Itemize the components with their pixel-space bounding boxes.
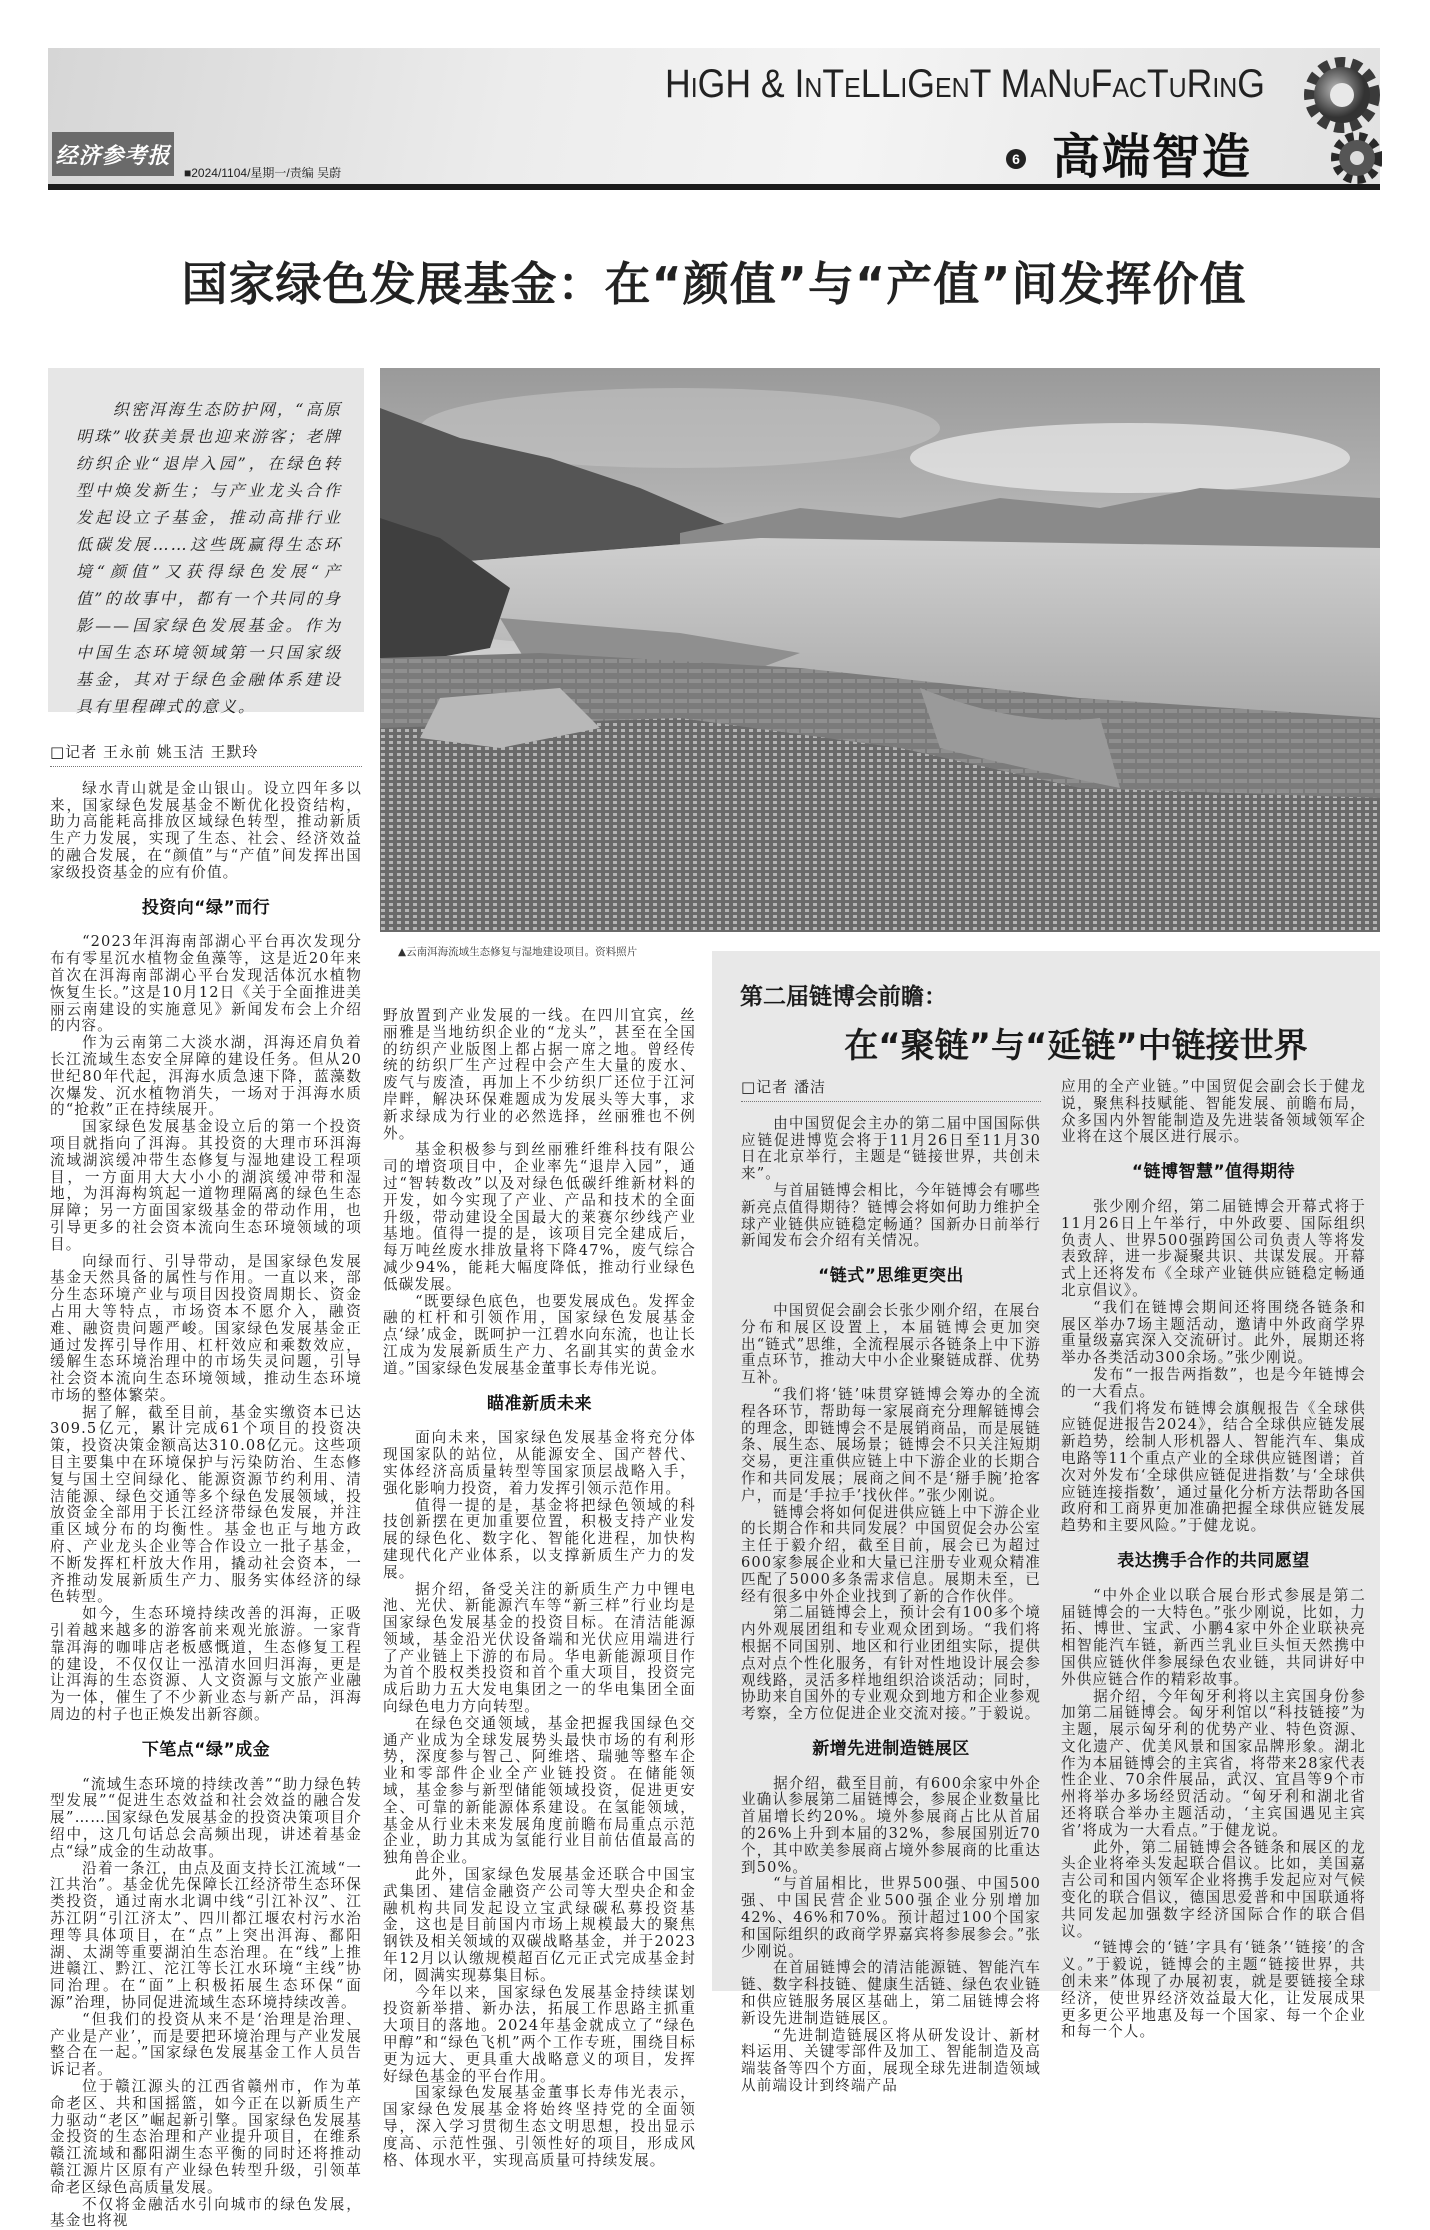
intro-summary: 织密洱海生态防护网，“高原明珠”收获美景也迎来游客；老牌纺织企业“退岸入园”，在绿色转型中焕发新生；与产业龙头合作发起设立子基金，推动高排行业低碳发展……这些既赢得生态环境“颜值”又获得绿色发展“产值”的故事中，都有一个共同的身影——国家绿色发展基金。作为中国生态环境领域第一只国家级基金，其对于绿色金融体系建设具有里程碑式的意义。 xyxy=(48,368,364,712)
article2-column-2 xyxy=(1061,1079,1366,2041)
paragraph: 据了解，截至目前，基金实缴资本已达309.5亿元，累计完成61个项目的投资决策，投资决策金额高达310.08亿元。这些项目主要集中在环境保护与污染防治、生态修复与国土空间绿化、能源资源节约利用、清洁能源、绿色交通等多个绿色发展领域，投放资金全部用于长江经济带绿色发展，并注重区域分布的均衡性。基金也正与地方政府、产业龙头企业等合作设立一批子基金，不断发挥杠杆放大作用，撬动社会资本，一齐推动发展新质生产力、服务实体经济的绿色转型。 xyxy=(50,1403,362,1606)
section-subheading: 新增先进制造链展区 xyxy=(812,1738,970,1759)
paragraph: 中国贸促会副会长张少刚介绍，在展台分布和展区设置上，本届链博会更加突出“链式”思维，全流程展示各链条上中下游重点环节，推动大中小企业聚链成群、优势互补。 xyxy=(741,1301,1041,1387)
section-english-title: HiGH & InTeLLiGenT MaNuFacTuRinG xyxy=(665,62,1265,106)
section-subheading: 表达携手合作的共同愿望 xyxy=(1117,1550,1310,1571)
paragraph: 基金积极参与到丝丽雅纤维科技有限公司的增资项目中，企业率先“退岸入园”，通过“智转数改”以及对绿色低碳纤维新材料的开发，如今实现了产业、产品和技术的全面升级，带动建设全国最大的莱赛尔纱线产业基地。值得一提的是，该项目完全建成后，每万吨丝废水排放量将下降47%，废气综合减少94%，能耗大幅度降低，推动行业绿色低碳发展。 xyxy=(383,1141,696,1293)
paragraph: 沿着一条江，由点及面支持长江流域“一江共治”。基金优先保障长江经济带生态环保类投资，通过南水北调中线“引江补汉”、江苏江阴“引江济太”、四川都江堰农村污水治理等具体项目，在“点”上突出洱海、鄱阳湖、太湖等重要湖泊生态治理。在“线”上推进赣江、黔江、沱江等长江水环境“主线”协同治理。在“面”上积极拓展生态环保“面源”治理，协同促进流域生态环境持续改善。 xyxy=(50,1859,362,2011)
gear-icon xyxy=(1282,50,1382,185)
paragraph: “2023年洱海南部湖心平台再次发现分布有零星沉水植物金鱼藻等，这是近20年来首次在洱海南部湖心平台发现活体沉水植物恢复生长。”这是10月12日《关于全面推进美丽云南建设的实施意见》新闻发布会上介绍的内容。 xyxy=(50,933,362,1035)
section-english-title-area xyxy=(665,62,1265,112)
dateline: ■2024/1104/星期一/责编 吴蔚 xyxy=(184,166,342,180)
paragraph: 此外，第二届链博会各链条和展区的龙头企业将牵头发起联合倡议。比如，美国嘉吉公司和国内领军企业将携手发起应对气候变化的联合倡议，德国思爱普和中国联通将共同发起加强数字经济国际合作的联合倡议。 xyxy=(1061,1838,1366,1940)
paragraph: 如今，生态环境持续改善的洱海，正吸引着越来越多的游客前来观光旅游。一家背靠洱海的咖啡店老板感慨道，生态修复工程的建设，不仅仅让一泓清水回归洱海，更是让洱海的生态资源、人文资源与文旅产业融为一体，催生了不少新业态与新产品，洱海周边的村子也正焕发出新容颜。 xyxy=(50,1605,362,1724)
section-title: 高端智造 xyxy=(1052,129,1253,185)
paragraph: “链博会的‘链’字具有‘链条’‘链接’的含义。”于毅说，链博会的主题“链接世界，共创未来”体现了办展初衷，就是要链接全球经济，使世界经济效益最大化，让发展成果更多更公平地惠及每一个国家、每一个企业和每一个人。 xyxy=(1061,1939,1366,2041)
section-subheading: “链博智慧”值得期待 xyxy=(1131,1162,1296,1183)
page-headline: 国家绿色发展基金：在“颜值”与“产值”间发挥价值 xyxy=(181,257,1247,311)
paragraph: 张少刚介绍，第二届链博会开幕式将于11月26日上午举行，中外政要、国际组织负责人、世界500强跨国公司负责人等将发表致辞，进一步凝聚共识、共谋发展。开幕式上还将发布《全球产业链供应链稳定畅通北京倡议》。 xyxy=(1061,1197,1366,1299)
section-subheading: 下笔点“绿”成金 xyxy=(141,1739,271,1760)
paragraph: 值得一提的是，基金将把绿色领域的科技创新摆在更加重要位置，积极支持产业发展的绿色化、数字化、智能化进程，加快构建现代化产业体系，以支撑新质生产力的发展。 xyxy=(383,1496,696,1581)
erhai-lake-photo xyxy=(380,368,1380,932)
paragraph: “中外企业以联合展台形式参展是第二届链博会的一大特色。”张少刚说，比如，力拓、博世、宝武、小鹏4家中外企业联袂亮相智能汽车链，新西兰乳业巨头恒天然携中国供应链伙伴参展绿色农业链，共同讲好中外供应链合作的精彩故事。 xyxy=(1061,1586,1366,1688)
photo-caption: ▲云南洱海流域生态修复与湿地建设项目。资料照片 xyxy=(398,946,638,958)
paragraph: 作为云南第二大淡水湖，洱海还肩负着长江流域生态安全屏障的建设任务。但从20世纪80年代起，洱海水质急速下降，蓝藻数次爆发、沉水植物消失，一场对于洱海水质的“抢救”正在持续展开。 xyxy=(50,1034,362,1119)
paragraph: 绿水青山就是金山银山。设立四年多以来，国家绿色发展基金不断优化投资结构，助力高能耗高排放区域绿色转型，推动新质生产力发展，实现了生态、社会、经济效益的融合发展，在“颜值”与“产值”间发挥出国家级投资基金的应有价值。 xyxy=(50,779,362,881)
paragraph: “先进制造链展区将从研发设计、新材料运用、关键零部件及加工、智能制造及高端装备等四个方面，展现全球先进制造领域从前端设计到终端产品 xyxy=(741,2026,1041,2095)
newspaper-logo: 经济参考报 xyxy=(52,132,174,176)
article2-byline: □记者 潘洁 xyxy=(741,1079,1041,1102)
paragraph: 据介绍，备受关注的新质生产力中锂电池、光伏、新能源汽车等“新三样”行业均是国家绿色发展基金的投资目标。在清洁能源领域，基金沿光伏设备端和光伏应用端进行了产业链上下游的布局。华电新能源项目作为首个股权类投资和首个重大项目，投资完成后助力五大发电集团之一的华电集团全面向绿色电力方向转型。 xyxy=(383,1580,696,1716)
paragraph: 在首届链博会的清洁能源链、智能汽车链、数字科技链、健康生活链、绿色农业链和供应链服务展区基础上，第二届链博会将新设先进制造链展区。 xyxy=(741,1959,1041,2027)
article2-kicker: 第二届链博会前瞻： xyxy=(740,984,947,1010)
paragraph: 国家绿色发展基金董事长寿伟光表示，国家绿色发展基金将始终坚持党的全面领导，深入学习贯彻生态文明思想，投出显示度高、示范性强、引领性好的项目，形成风格、体现水平，实现高质量可持续发展。 xyxy=(383,2084,696,2169)
paragraph: “与首届相比，世界500强、中国500强、中国民营企业500强企业分别增加42%、46%和70%。预计超过100个国家和国际组织的政商学界嘉宾将参展参会。”张少刚说。 xyxy=(741,1875,1041,1960)
paragraph: 今年以来，国家绿色发展基金持续谋划投资新举措、新办法，拓展工作思路主抓重大项目的落地。2024年基金就成立了“绿色甲醇”和“绿色飞机”两个工作专班，围绕目标更为远大、更具重大战略意义的项目，发挥好绿色基金的平台作用。 xyxy=(383,1983,696,2085)
article1-column-1-body xyxy=(50,781,362,2230)
paragraph: “但我们的投资从来不是‘治理是治理、产业是产业’，而是要把环境治理与产业发展整合在一起。”国家绿色发展基金工作人员告诉记者。 xyxy=(50,2010,362,2079)
paragraph: “我们将发布链博会旗舰报告《全球供应链促进报告2024》，结合全球供应链发展新趋势，绘制人形机器人、智能汽车、集成电路等11个重点产业的全球供应链图谱；首次对外发布‘全球供应链促进指数’与‘全球供应链连接指数’，通过量化分析方法帮助各国政府和工商界更加准确把握全球供应链发展趋势和主要风险。”于健龙说。 xyxy=(1061,1399,1366,1535)
paragraph: 据介绍，截至目前，有600余家中外企业确认参展第二届链博会，参展企业数量比首届增长约20%。境外参展商占比从首届的26%上升到本届的32%，参展国别近70个，其中欧美参展商占境外参展商的比重达到50%。 xyxy=(741,1774,1041,1876)
section-subheading: 投资向“绿”而行 xyxy=(141,897,271,918)
section-subheading: “链式”思维更突出 xyxy=(818,1266,964,1287)
paragraph: 此外，国家绿色发展基金还联合中国宝武集团、建信金融资产公司等大型央企和金融机构共同发起设立宝武绿碳私募投资基金，这也是目前国内市场上规模最大的聚焦钢铁及相关领域的双碳战略基金，并于2023年12月以认缴规模超百亿元正式完成基金封闭，圆满实现募集目标。 xyxy=(383,1866,696,1984)
article1-column-2 xyxy=(383,1008,696,2169)
paragraph: 链博会将如何促进供应链上中下游企业的长期合作和共同发展？中国贸促会办公室主任于毅介绍，截至目前，展会已为超过600家参展企业和大量已注册专业观众精准匹配了5000多条需求信息。展期未至，已经有很多中外企业找到了新的合作伙伴。 xyxy=(741,1503,1041,1605)
paragraph: 据介绍，今年匈牙利将以主宾国身份参加第二届链博会。匈牙利馆以“科技链接”为主题，展示匈牙利的优势产业、特色资源、文化遗产、优美风景和国家品牌形象。湖北作为本届链博会的主宾省，将带来28家代表性企业、70余件展品，武汉、宜昌等9个市州将举办多场经贸活动。“匈牙利和湖北省还将联合举办主题活动，‘主宾国遇见主宾省’将成为一大看点。”于健龙说。 xyxy=(1061,1687,1366,1839)
paragraph: 在绿色交通领域，基金把握我国绿色交通产业成为全球发展势头最快市场的有利形势，深度参与智己、阿维塔、瑞驰等整车企业和零部件企业全产业链投资。在储能领域，基金参与新型储能领域投资，促进更安全、可靠的新能源体系建设。在氢能领域，基金从行业未来发展角度前瞻布局重点示范企业，助力其成为氢能行业目前估值最高的独角兽企业。 xyxy=(383,1714,696,1867)
paragraph: “我们将‘链’味贯穿链博会筹办的全流程各环节，帮助每一家展商充分理解链博会的理念，即链博会不是展销商品，而是展链条、展生态、展场景；链博会不只关注短期交易，更注重供应链上中下游企业的长期合作和共同发展；展商之间不是‘掰手腕’抢客户，而是‘手拉手’找伙伴。”张少刚说。 xyxy=(741,1385,1041,1504)
paragraph: “流域生态环境的持续改善”“助力绿色转型发展”“促进生态效益和社会效益的融合发展”……国家绿色发展基金的投资决策项目介绍中，这几句话总会高频出现，讲述着基金点“绿”成金的生动故事。 xyxy=(50,1775,362,1860)
paragraph: 国家绿色发展基金设立后的第一个投资项目就指向了洱海。其投资的大理市环洱海流域湖滨缓冲带生态修复与湿地建设工程项目，一方面用大大小小的湖滨缓冲带和湿地，为洱海构筑起一道物理隔离的绿色生态屏障；另一方面国家级基金的带动作用，也引导更多的社会资本流向生态环境领域的项目。 xyxy=(50,1118,362,1253)
paragraph: 应用的全产业链。”中国贸促会副会长于健龙说，聚焦科技赋能、智能发展、前瞻布局，众多国内外智能制造及先进装备领域领军企业将在这个展区进行展示。 xyxy=(1061,1078,1366,1146)
paragraph: “既要绿色底色，也要发展成色。发挥金融的杠杆和引领作用，国家绿色发展基金点‘绿’成金，既呵护一江碧水向东流，也让长江成为发展新质生产力、名副其实的黄金水道。”国家绿色发展基金董事长寿伟光说。 xyxy=(383,1292,696,1377)
paragraph: 向绿而行、引导带动，是国家绿色发展基金天然具备的属性与作用。一直以来，部分生态环境产业与项目因投资周期长、资金占用大等特点，市场资本不愿介入，融资难、融资贵问题严峻。国家绿色发展基金正通过发挥引导作用、杠杆效应和乘数效应，缓解生态环境治理中的市场失灵问题，引导社会资本流向生态环境领域，推动生态环境市场的整体繁荣。 xyxy=(50,1252,362,1404)
paragraph: 不仅将金融活水引向城市的绿色发展，基金也将视 xyxy=(50,2195,362,2230)
article2-column-1 xyxy=(741,1079,1041,2095)
article1-byline: □记者 王永前 姚玉洁 王默玲 xyxy=(50,744,362,767)
paragraph: 野放置到产业发展的一线。在四川宜宾，丝丽雅是当地纺织企业的“龙头”，甚至在全国的纺织产业版图上都占据一席之地。曾经传统的纺织厂生产过程中会产生大量的废水、废气与废渣，再加上不少纺织厂还位于江河岸畔，解决环保难题成为发展头等大事，求新求绿成为行业的必然选择，丝丽雅也不例外。 xyxy=(383,1007,696,1142)
paragraph: 第二届链博会上，预计会有100多个境内外观展团组和专业观众团到场。“我们将根据不同国别、地区和行业团组实际，提供点对点个性化服务，有针对性地设计展会参观线路，灵活多样地组织洽谈活动；同时，协助来自国外的专业观众到地方和企业参观考察，全方位促进企业交流对接。”于毅说。 xyxy=(741,1604,1041,1723)
section-subheading: 瞄准新质未来 xyxy=(487,1393,592,1414)
paragraph: “我们在链博会期间还将围绕各链条和展区举办7场主题活动，邀请中外政商学界重量级嘉宾深入交流研讨。此外，展期还将举办各类活动300余场。”张少刚说。 xyxy=(1061,1298,1366,1367)
article2-title: 在“聚链”与“延链”中链接世界 xyxy=(844,1026,1308,1066)
article2-column-1-body xyxy=(741,1116,1041,2095)
page-number: 6 xyxy=(1006,149,1026,169)
paragraph: 位于赣江源头的江西省赣州市，作为革命老区、共和国摇篮，如今正在以新质生产力驱动“老区”崛起新引擎。国家绿色发展基金投资的生态治理和产业提升项目，在维系赣江流域和鄱阳湖生态平衡的同时还将推动赣江源片区原有产业绿色转型升级，引领革命老区绿色高质量发展。 xyxy=(50,2077,362,2196)
paragraph: 由中国贸促会主办的第二届中国国际供应链促进博览会将于11月26日至11月30日在北京举行，主题是“链接世界，共创未来”。 xyxy=(741,1114,1041,1183)
article1-column-2-body xyxy=(383,1008,696,2169)
paragraph: 发布“一报告两指数”，也是今年链博会的一大看点。 xyxy=(1061,1365,1366,1400)
paragraph: 与首届链博会相比，今年链博会有哪些新亮点值得期待？链博会将如何助力维护全球产业链供应链稳定畅通？国新办日前举行新闻发布会介绍有关情况。 xyxy=(741,1181,1041,1250)
article2-column-2-body xyxy=(1061,1079,1366,2041)
article1-column-1 xyxy=(50,744,362,2230)
paragraph: 面向未来，国家绿色发展基金将充分体现国家队的站位，从能源安全、国产替代、实体经济高质量转型等国家顶层战略入手，强化影响力投资，着力发挥引领示范作用。 xyxy=(383,1429,696,1497)
